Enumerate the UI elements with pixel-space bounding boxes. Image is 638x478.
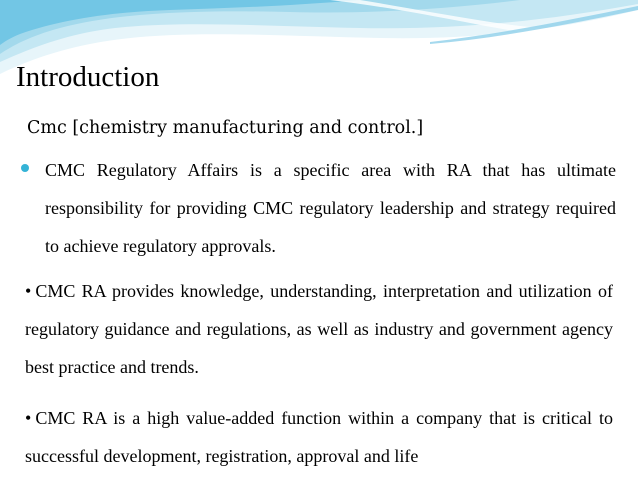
slide-subtitle: Cmc [chemistry manufacturing and control.] (27, 118, 424, 138)
bullet-marker: • (25, 408, 32, 428)
paragraph-cmc-ra-provides (25, 272, 613, 386)
bullet-paragraph-cmc-regulatory-affairs (21, 151, 616, 265)
paragraph-text: CMC RA is a high value-added function within a company that is critical to successful development, registration, approval and life (25, 408, 613, 466)
paragraph-text: CMC RA provides knowledge, understanding, interpretation and utilization of regulatory guidance and regulations, as well as industry and government agency best practice and trends. (25, 281, 613, 377)
bullet-dot-icon (21, 164, 29, 172)
paragraph-cmc-ra-high-value (25, 399, 613, 475)
slide-title: Introduction (16, 61, 160, 93)
bullet-marker: • (25, 281, 32, 301)
paragraph-text: CMC Regulatory Affairs is a specific area with RA that has ultimate responsibility for providing CMC regulatory leadership and strategy required to achieve regulatory approvals. (45, 160, 616, 256)
